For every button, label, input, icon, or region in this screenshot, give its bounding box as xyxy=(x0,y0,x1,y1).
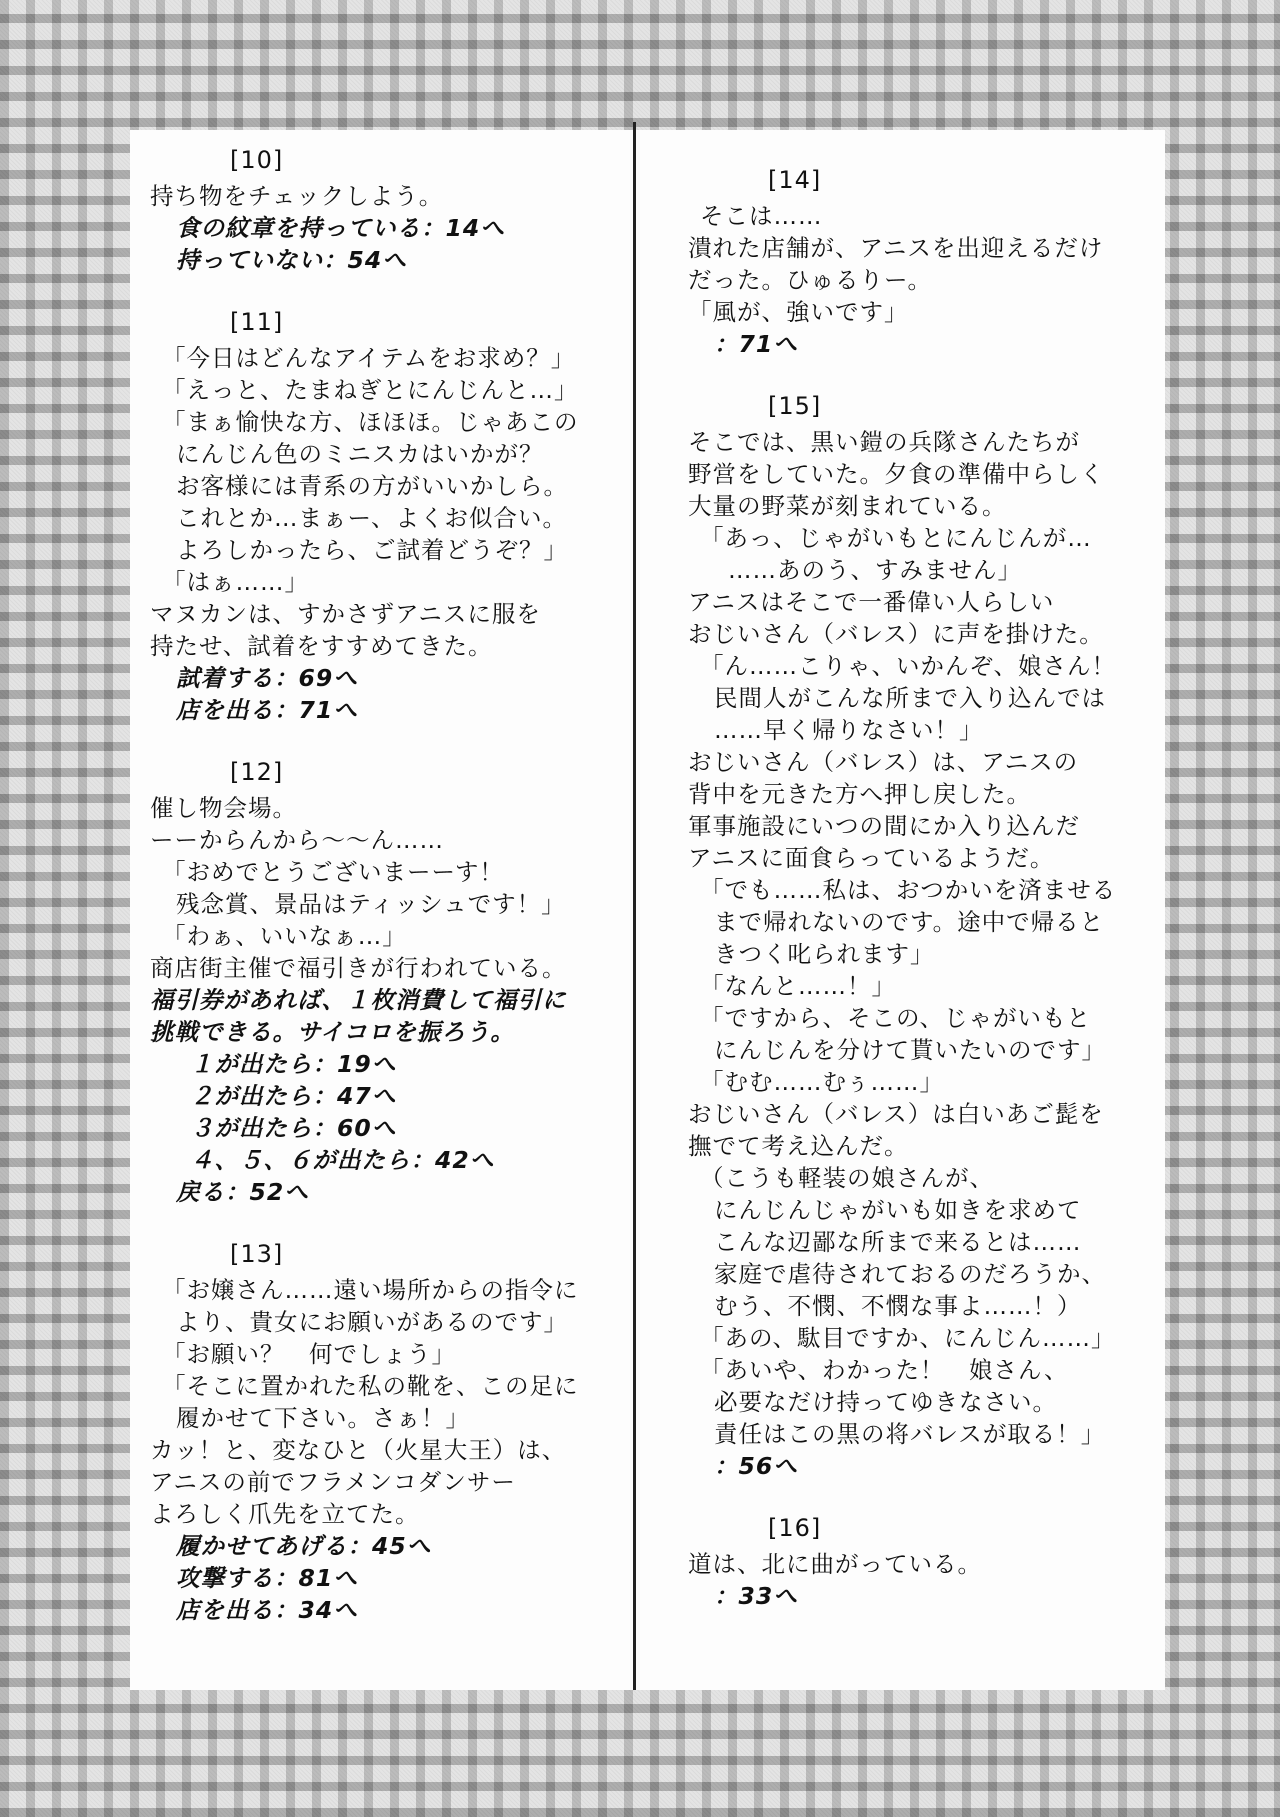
text-line: より、貴女にお願いがあるのです」 xyxy=(176,1308,568,1336)
text-line: おじいさん（バレス）に声を掛けた。 xyxy=(688,620,1104,648)
text-line: 「はぁ……」 xyxy=(162,568,309,596)
choice-line: ：56へ xyxy=(714,1452,798,1480)
text-line: 潰れた店舗が、アニスを出迎えるだけ xyxy=(688,234,1104,262)
text-line: 民間人がこんな所まで入り込んでは xyxy=(714,684,1106,712)
text-line: アニスに面食らっているようだ。 xyxy=(688,844,1055,872)
text-line: 「お願い？ 何でしょう」 xyxy=(162,1340,456,1368)
text-line: 「お嬢さん……遠い場所からの指令に xyxy=(162,1276,579,1304)
text-line: 家庭で虐待されておるのだろうか、 xyxy=(714,1260,1106,1288)
text-line: 「あの、駄目ですか、にんじん……」 xyxy=(700,1324,1116,1352)
column-divider xyxy=(633,122,636,1690)
choice-line: 持っていない：54へ xyxy=(176,246,407,274)
choice-line: 履かせてあげる：45へ xyxy=(176,1532,432,1560)
text-line: 「なんと……！」 xyxy=(700,972,896,1000)
text-line: （こうも軽装の娘さんが、 xyxy=(700,1164,994,1192)
text-line: 持たせ、試着をすすめてきた。 xyxy=(150,632,493,660)
left-column xyxy=(150,144,620,1626)
section-14 xyxy=(688,164,1158,360)
text-line: 「今日はどんなアイテムをお求め？」 xyxy=(162,344,576,372)
choice-line: 食の紋章を持っている：14へ xyxy=(176,214,505,242)
text-line: 「えっと、たまねぎとにんじんと…」 xyxy=(162,376,579,404)
section-13 xyxy=(150,1238,620,1626)
text-line: 大量の野菜が刻まれている。 xyxy=(688,492,1007,520)
section-number: [13] xyxy=(230,1240,284,1268)
text-line: にんじん色のミニスカはいかが？ xyxy=(176,440,544,468)
text-line: まで帰れないのです。途中で帰ると xyxy=(714,908,1105,936)
text-line: 催し物会場。 xyxy=(150,794,297,822)
text-line: アニスの前でフラメンコダンサー xyxy=(150,1468,516,1496)
text-line: 背中を元きた方へ押し戻した。 xyxy=(688,780,1031,808)
right-column xyxy=(688,164,1158,1612)
text-line: 道は、北に曲がっている。 xyxy=(688,1550,982,1578)
choice-line: ４、５、６が出たら：42へ xyxy=(190,1146,495,1174)
text-line: むう、不憫、不憫な事よ……！） xyxy=(714,1292,1082,1320)
text-line: 履かせて下さい。さぁ！」 xyxy=(176,1404,470,1432)
text-line: にんじんじゃがいも如きを求めて xyxy=(714,1196,1082,1224)
text-line: 「まぁ愉快な方、ほほほ。じゃあこの xyxy=(162,408,579,436)
section-12 xyxy=(150,756,620,1208)
text-line: きつく叱られます」 xyxy=(714,940,935,968)
text-line: 「おめでとうございまーーす！ xyxy=(162,858,504,886)
section-number: [16] xyxy=(768,1514,822,1542)
text-line: ……早く帰りなさい！」 xyxy=(714,716,984,744)
section-16 xyxy=(688,1512,1158,1612)
text-line: カッ！と、変なひと（火星大王）は、 xyxy=(150,1436,567,1464)
section-15 xyxy=(688,390,1158,1482)
text-line: そこでは、黒い鎧の兵隊さんたちが xyxy=(688,428,1080,456)
choice-line: 試着する：69へ xyxy=(176,664,358,692)
text-line: アニスはそこで一番偉い人らしい xyxy=(688,588,1055,616)
choice-line: 挑戦できる。サイコロを振ろう。 xyxy=(150,1018,515,1046)
choice-line: 店を出る：71へ xyxy=(176,696,358,724)
section-number: [14] xyxy=(768,166,822,194)
section-10 xyxy=(150,144,620,276)
text-line: よろしく爪先を立てた。 xyxy=(150,1500,420,1528)
text-line: 「ん……こりゃ、いかんぞ、娘さん！ xyxy=(700,652,1117,680)
text-line: 軍事施設にいつの間にか入り込んだ xyxy=(688,812,1080,840)
choice-line: ２が出たら：47へ xyxy=(190,1082,397,1110)
choice-line: 攻撃する：81へ xyxy=(176,1564,358,1592)
text-line: 撫でて考え込んだ。 xyxy=(688,1132,909,1160)
choice-line: 店を出る：34へ xyxy=(176,1596,358,1624)
section-number: [15] xyxy=(768,392,822,420)
text-line: 責任はこの黒の将バレスが取る！」 xyxy=(714,1420,1106,1448)
text-line: 野営をしていた。夕食の準備中らしく xyxy=(688,460,1105,488)
text-line: よろしかったら、ご試着どうぞ？」 xyxy=(176,536,568,564)
text-line: おじいさん（バレス）は白いあご髭を xyxy=(688,1100,1104,1128)
text-line: 「あいや、わかった！ 娘さん、 xyxy=(700,1356,1069,1384)
choice-line: ３が出たら：60へ xyxy=(190,1114,397,1142)
text-line: 「でも……私は、おつかいを済ませる xyxy=(700,876,1117,904)
text-line: 必要なだけ持ってゆきなさい。 xyxy=(714,1388,1057,1416)
section-number: [10] xyxy=(230,146,284,174)
text-line: おじいさん（バレス）は、アニスの xyxy=(688,748,1079,776)
text-line: 「そこに置かれた私の靴を、この足に xyxy=(162,1372,579,1400)
text-line: マヌカンは、すかさずアニスに服を xyxy=(150,600,541,628)
text-line: にんじんを分けて貰いたいのです」 xyxy=(714,1036,1106,1064)
choice-line: １が出たら：19へ xyxy=(190,1050,397,1078)
text-line: 「ですから、そこの、じゃがいもと xyxy=(700,1004,1092,1032)
choice-line: 福引券があれば、１枚消費して福引に xyxy=(150,986,567,1014)
choice-line: 戻る：52へ xyxy=(176,1178,309,1206)
text-line: これとか…まぁー、よくお似合い。 xyxy=(176,504,568,532)
choice-line: ：71へ xyxy=(714,330,798,358)
text-line: そこは…… xyxy=(700,202,823,230)
text-line: 「わぁ、いいなぁ…」 xyxy=(162,922,407,950)
text-line: 持ち物をチェックしよう。 xyxy=(150,182,444,210)
section-11 xyxy=(150,306,620,726)
text-line: だった。ひゅるりー。 xyxy=(688,266,933,294)
text-line: お客様には青系の方がいいかしら。 xyxy=(176,472,568,500)
text-line: ーーからんから～～ん…… xyxy=(150,826,444,854)
choice-line: ：33へ xyxy=(714,1582,798,1610)
text-line: 「むむ……むぅ……」 xyxy=(700,1068,945,1096)
section-number: [11] xyxy=(230,308,284,336)
section-number: [12] xyxy=(230,758,284,786)
text-line: 「風が、強いです」 xyxy=(688,298,909,326)
text-line: 商店街主催で福引きが行われている。 xyxy=(150,954,567,982)
text-line: こんな辺鄙な所まで来るとは…… xyxy=(714,1228,1082,1256)
text-line: 「あっ、じゃがいもとにんじんが… xyxy=(700,524,1092,552)
text-line: 残念賞、景品はティッシュです！」 xyxy=(176,890,566,918)
text-line: ……あのう、すみません」 xyxy=(728,556,1022,584)
